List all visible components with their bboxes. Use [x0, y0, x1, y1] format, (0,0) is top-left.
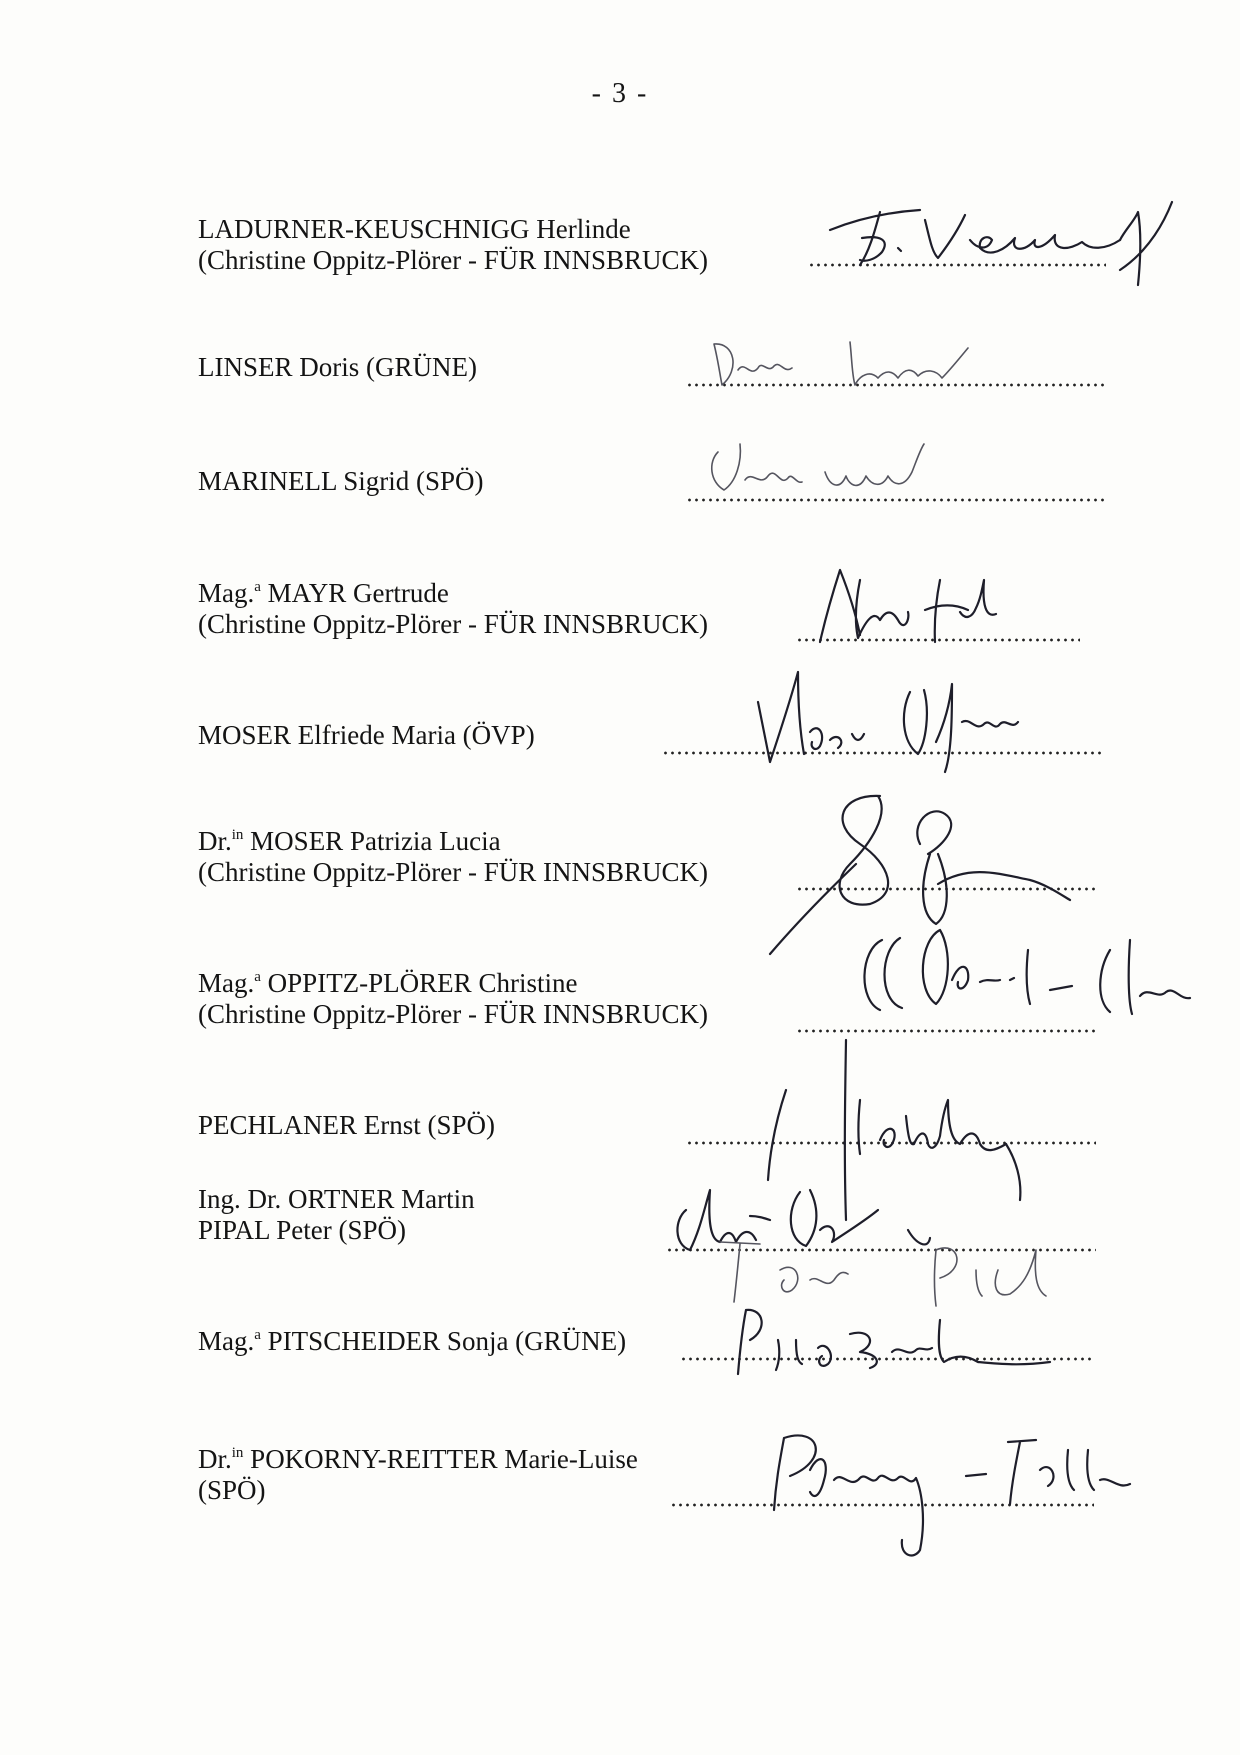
academic-title: Mag. [198, 1326, 255, 1356]
handwritten-signature-icon [810, 560, 1040, 660]
signatory-name: OPPITZ-PLÖRER Christine [267, 968, 578, 998]
handwritten-signature-icon [840, 920, 1240, 1040]
signatory-name: LADURNER-KEUSCHNIGG Herlinde [198, 214, 631, 244]
signatory-moser-patrizia [198, 826, 708, 888]
academic-title: Dr. [198, 1444, 232, 1474]
signatory-ladurner-keuschnigg [198, 214, 708, 276]
signatory-name: POKORNY-REITTER Marie-Luise [250, 1444, 638, 1474]
signatory-pitscheider [198, 1326, 626, 1357]
signatory-moser-elfriede [198, 720, 535, 751]
handwritten-signature-icon [700, 1230, 1100, 1310]
signatory-pechlaner [198, 1110, 495, 1141]
academic-title: Mag. [198, 968, 255, 998]
page-number: - 3 - [591, 78, 649, 109]
signatory-party: (Christine Oppitz-Plörer - FÜR INNSBRUCK) [198, 609, 708, 639]
signatory-marinell [198, 466, 484, 497]
academic-title: Dr. [198, 826, 232, 856]
signatory-name: MARINELL Sigrid (SPÖ) [198, 466, 484, 496]
handwritten-signature-icon [740, 662, 1040, 782]
signatory-linser [198, 352, 477, 383]
signatory-name: PITSCHEIDER Sonja (GRÜNE) [267, 1326, 627, 1356]
signatory-name: MAYR Gertrude [267, 578, 449, 608]
signatory-name: MOSER Patrizia Lucia [250, 826, 501, 856]
signatory-name: MOSER Elfriede Maria (ÖVP) [198, 720, 535, 750]
academic-title-suffix: in [231, 827, 244, 843]
signatory-mayr [198, 578, 708, 640]
signatory-party: (Christine Oppitz-Plörer - FÜR INNSBRUCK) [198, 245, 708, 275]
signatory-oppitz-ploerer [198, 968, 708, 1030]
academic-title-suffix: in [231, 1445, 244, 1461]
academic-title: Mag. [198, 578, 255, 608]
signatory-name: PECHLANER Ernst (SPÖ) [198, 1110, 496, 1140]
signatory-name: LINSER Doris (GRÜNE) [198, 352, 477, 382]
signatory-party: (Christine Oppitz-Plörer - FÜR INNSBRUCK) [198, 857, 708, 887]
academic-title-suffix: a [254, 969, 261, 985]
handwritten-signature-icon [720, 1300, 1090, 1380]
signatory-name: Ing. Dr. ORTNER Martin [198, 1184, 475, 1214]
signatory-pokorny-reitter [198, 1444, 638, 1506]
handwritten-signature-icon [690, 432, 990, 512]
signatory-name: PIPAL Peter (SPÖ) [198, 1215, 407, 1245]
academic-title-suffix: a [254, 1327, 261, 1343]
signatory-ortner-pipal [198, 1184, 475, 1246]
handwritten-signature-icon [820, 190, 1190, 340]
handwritten-signature-icon [750, 1420, 1150, 1570]
academic-title-suffix: a [254, 579, 261, 595]
handwritten-signature-icon [700, 330, 1000, 400]
signatory-party: (Christine Oppitz-Plörer - FÜR INNSBRUCK) [198, 999, 708, 1029]
signatory-party: (SPÖ) [198, 1475, 266, 1505]
